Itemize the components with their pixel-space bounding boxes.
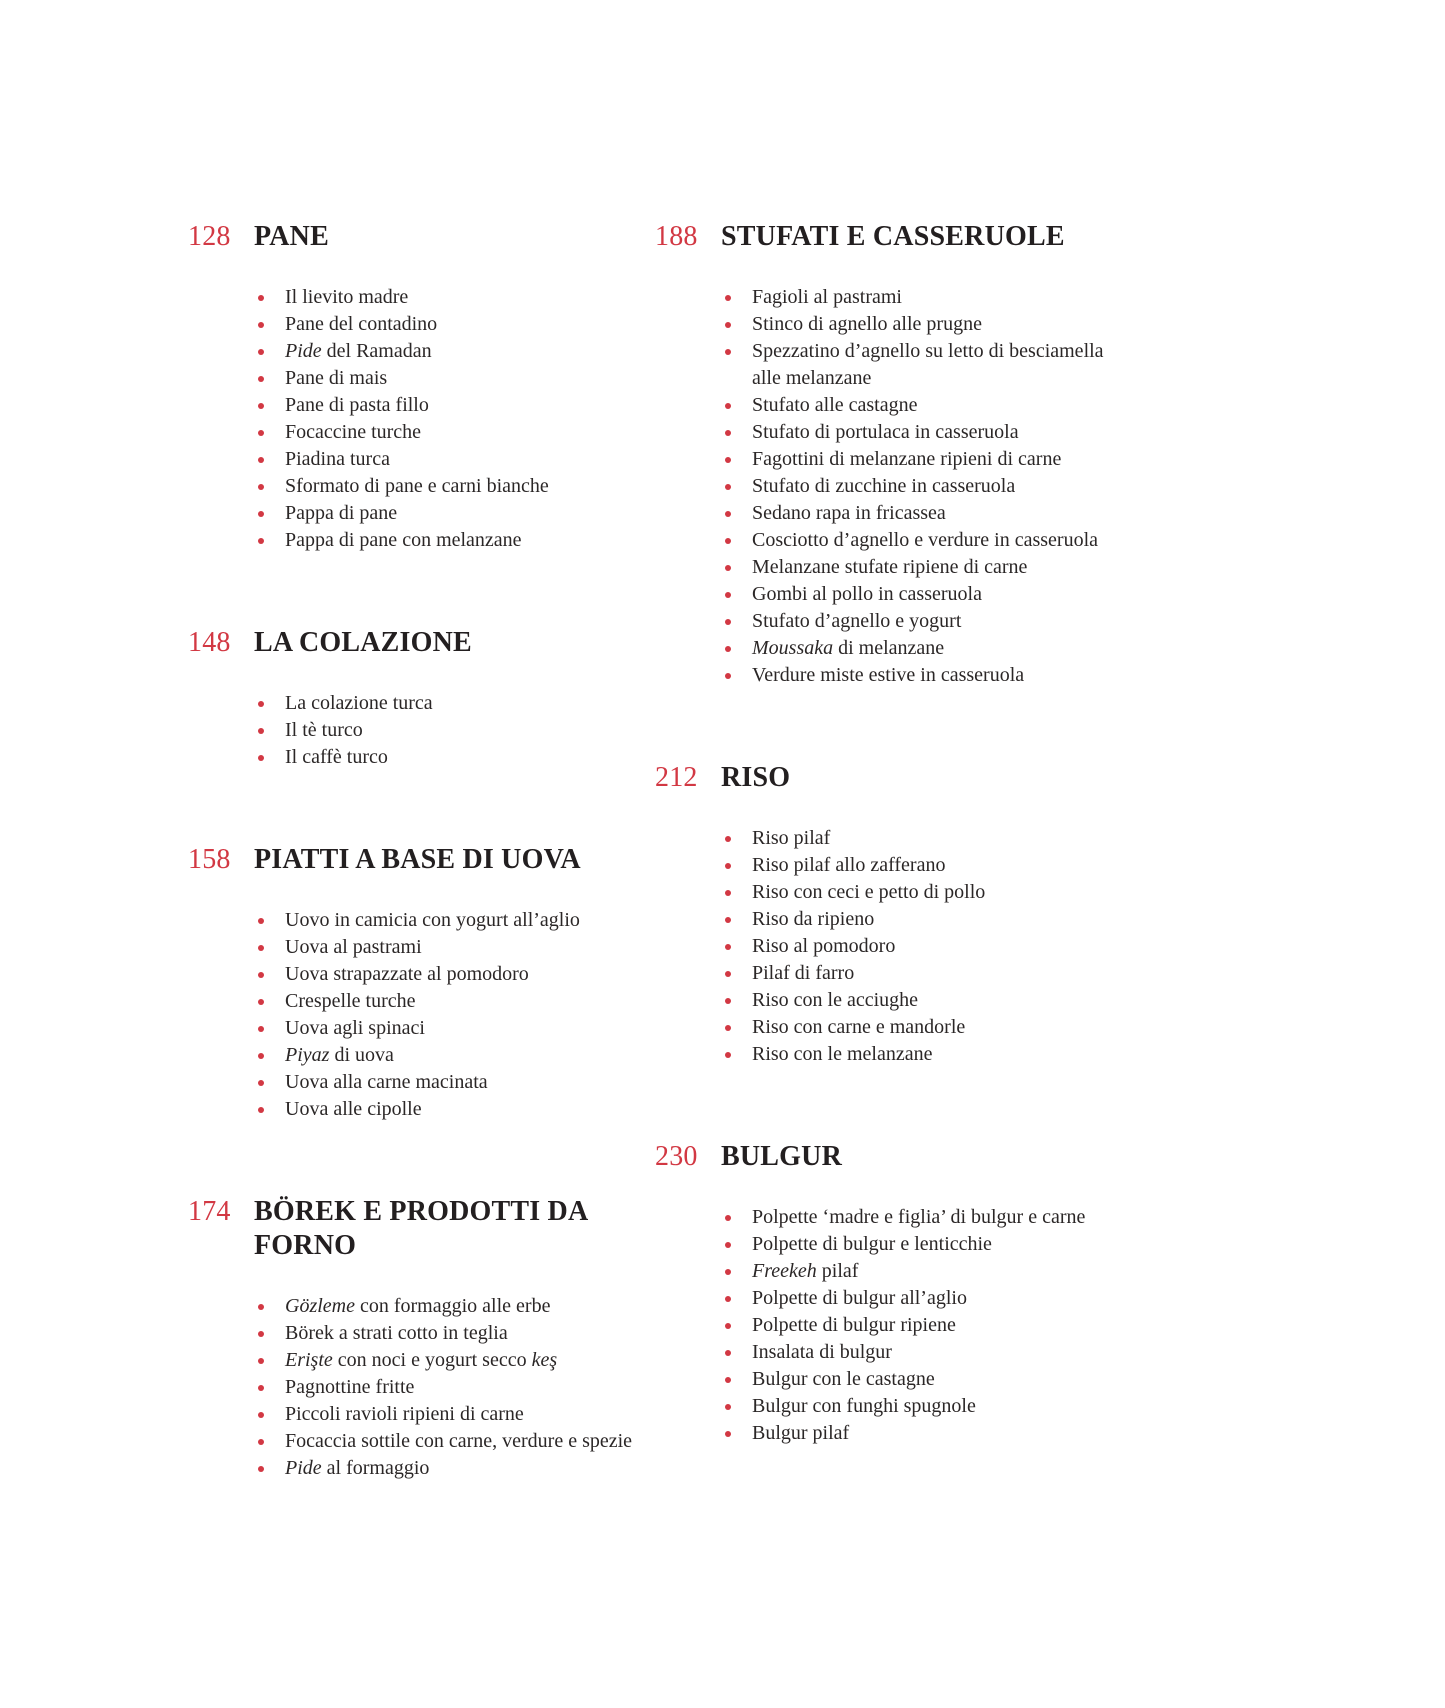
bullet-icon	[725, 890, 731, 896]
bullet-icon	[725, 538, 731, 544]
recipe-title-segment: Polpette di bulgur e lenticchie	[752, 1233, 992, 1255]
recipe-title	[752, 933, 1125, 960]
recipe-list-item	[258, 907, 655, 934]
recipe-list-item	[725, 446, 1125, 473]
bullet-icon	[258, 376, 264, 382]
recipe-title-segment-italic: Freekeh	[752, 1260, 817, 1282]
bullet-icon	[258, 457, 264, 463]
recipe-list-item	[725, 1258, 1125, 1285]
recipe-title-segment: Riso da ripieno	[752, 908, 875, 930]
bullet-icon	[725, 349, 731, 355]
bullet-icon	[725, 944, 731, 950]
bullet-icon	[725, 863, 731, 869]
recipe-title-segment: Sformato di pane e carni bianche	[285, 475, 549, 497]
bullet-icon	[258, 430, 264, 436]
section-title: BULGUR	[721, 1141, 842, 1172]
recipe-title	[752, 500, 1125, 527]
recipe-list	[188, 690, 655, 771]
recipe-title-segment: Il caffè turco	[285, 746, 388, 768]
recipe-title-segment: Polpette di bulgur all’aglio	[752, 1287, 967, 1309]
recipe-list	[188, 284, 655, 554]
bullet-icon	[725, 1350, 731, 1356]
recipe-title	[752, 662, 1125, 689]
recipe-title-segment: Piccoli ravioli ripieni di carne	[285, 1403, 524, 1425]
recipe-title-segment: Pappa di pane con melanzane	[285, 529, 522, 551]
recipe-title-segment: Uova agli spinaci	[285, 1017, 425, 1039]
recipe-title-segment: Pappa di pane	[285, 502, 398, 524]
bullet-icon	[258, 295, 264, 301]
recipe-title	[285, 1374, 655, 1401]
recipe-list-item	[725, 419, 1125, 446]
recipe-list-item	[725, 527, 1125, 554]
recipe-title	[752, 392, 1125, 419]
recipe-list-item	[258, 1293, 655, 1320]
recipe-title-segment: Gombi al pollo in casseruola	[752, 583, 982, 605]
recipe-title	[285, 419, 655, 446]
recipe-title	[285, 1455, 655, 1482]
section-heading	[188, 843, 655, 877]
recipe-title-segment: Riso con ceci e petto di pollo	[752, 881, 986, 903]
recipe-title-segment: Fagioli al pastrami	[752, 286, 902, 308]
recipe-title-segment: Polpette di bulgur ripiene	[752, 1314, 956, 1336]
recipe-title-segment: Verdure miste estive in casseruola	[752, 664, 1025, 686]
recipe-title-segment: Pane di mais	[285, 367, 388, 389]
recipe-title-segment: con noci e yogurt secco	[332, 1349, 532, 1371]
section-page-number: 230	[655, 1141, 698, 1172]
recipe-list	[655, 825, 1125, 1068]
section-page-number: 128	[188, 221, 231, 252]
recipe-title-segment: Stufato d’agnello e yogurt	[752, 610, 962, 632]
bullet-icon	[258, 945, 264, 951]
recipe-title-segment: del Ramadan	[321, 340, 432, 362]
bullet-icon	[258, 1412, 264, 1418]
recipe-list-item	[258, 500, 655, 527]
recipe-list-item	[725, 906, 1125, 933]
bullet-icon	[725, 457, 731, 463]
recipe-title-segment-italic: Pide	[285, 340, 322, 362]
recipe-title	[752, 906, 1125, 933]
recipe-list-item	[258, 934, 655, 961]
recipe-list-item	[258, 1096, 655, 1123]
bullet-icon	[258, 1053, 264, 1059]
recipe-title-segment: Pane del contadino	[285, 313, 438, 335]
recipe-title-segment: Spezzatino d’agnello su letto di besciamella alle melanzane	[752, 340, 1104, 389]
recipe-title	[285, 311, 655, 338]
recipe-title	[285, 446, 655, 473]
recipe-list-item	[258, 1347, 655, 1374]
recipe-list	[188, 907, 655, 1123]
recipe-list-item	[258, 1374, 655, 1401]
bullet-icon	[258, 1331, 264, 1337]
bullet-icon	[258, 1107, 264, 1113]
bullet-icon	[725, 1269, 731, 1275]
recipe-title	[285, 1428, 655, 1455]
recipe-title-segment: La colazione turca	[285, 692, 433, 714]
bullet-icon	[725, 971, 731, 977]
recipe-list-item	[258, 961, 655, 988]
recipe-list	[188, 1293, 655, 1482]
toc-column-right	[655, 220, 1125, 1554]
recipe-title	[285, 961, 655, 988]
recipe-title	[752, 1420, 1125, 1447]
recipe-title	[285, 717, 655, 744]
recipe-title-segment: al formaggio	[321, 1457, 430, 1479]
bullet-icon	[258, 349, 264, 355]
recipe-title-segment: Riso con le melanzane	[752, 1043, 933, 1065]
recipe-title-segment: Bulgur con funghi spugnole	[752, 1395, 976, 1417]
section-title: STUFATI E CASSERUOLE	[721, 221, 1065, 252]
recipe-list-item	[725, 338, 1125, 392]
recipe-list-item	[258, 1015, 655, 1042]
bullet-icon	[725, 403, 731, 409]
recipe-title-segment: Uova alle cipolle	[285, 1098, 422, 1120]
bullet-icon	[258, 484, 264, 490]
recipe-title	[285, 338, 655, 365]
recipe-title	[285, 744, 655, 771]
bullet-icon	[725, 1377, 731, 1383]
bullet-icon	[725, 1025, 731, 1031]
recipe-title	[285, 1069, 655, 1096]
bullet-icon	[725, 322, 731, 328]
bullet-icon	[725, 592, 731, 598]
bullet-icon	[725, 836, 731, 842]
toc-column-left	[188, 220, 655, 1554]
recipe-list-item	[258, 365, 655, 392]
recipe-title	[752, 1339, 1125, 1366]
recipe-title-segment: Uovo in camicia con yogurt all’aglio	[285, 909, 580, 931]
toc-section	[188, 843, 655, 1123]
bullet-icon	[258, 1026, 264, 1032]
recipe-title-segment: Sedano rapa in fricassea	[752, 502, 946, 524]
recipe-title	[752, 825, 1125, 852]
section-title: LA COLAZIONE	[254, 627, 472, 658]
recipe-list-item	[725, 1420, 1125, 1447]
recipe-list-item	[725, 1393, 1125, 1420]
recipe-title-segment: Börek a strati cotto in teglia	[285, 1322, 508, 1344]
section-heading	[655, 220, 1125, 254]
recipe-list-item	[258, 419, 655, 446]
recipe-list-item	[725, 1204, 1125, 1231]
recipe-title-segment: Il lievito madre	[285, 286, 409, 308]
bullet-icon	[258, 972, 264, 978]
bullet-icon	[725, 484, 731, 490]
recipe-list-item	[258, 690, 655, 717]
recipe-title	[752, 1014, 1125, 1041]
toc-section	[188, 626, 655, 771]
recipe-list-item	[725, 852, 1125, 879]
recipe-title-segment: Riso al pomodoro	[752, 935, 896, 957]
recipe-title-segment-italic: keş	[531, 1349, 558, 1371]
recipe-title-segment-italic: Moussaka	[752, 637, 834, 659]
recipe-list-item	[725, 608, 1125, 635]
bullet-icon	[258, 1080, 264, 1086]
recipe-title	[285, 690, 655, 717]
recipe-title	[285, 1401, 655, 1428]
toc-section	[655, 761, 1125, 1068]
recipe-title-segment: pilaf	[816, 1260, 859, 1282]
recipe-list-item	[258, 527, 655, 554]
toc-section	[655, 1140, 1125, 1447]
recipe-list-item	[725, 879, 1125, 906]
recipe-title-segment-italic: Piyaz	[285, 1044, 330, 1066]
recipe-title-segment: Bulgur pilaf	[752, 1422, 850, 1444]
recipe-list-item	[725, 1366, 1125, 1393]
bullet-icon	[258, 403, 264, 409]
bullet-icon	[725, 619, 731, 625]
toc-section	[188, 1195, 655, 1482]
recipe-title	[752, 987, 1125, 1014]
recipe-list-item	[258, 988, 655, 1015]
recipe-title	[285, 934, 655, 961]
bullet-icon	[725, 1323, 731, 1329]
recipe-title-segment: Riso con le acciughe	[752, 989, 919, 1011]
recipe-title-segment: Pilaf di farro	[752, 962, 855, 984]
recipe-title	[752, 879, 1125, 906]
section-heading	[188, 220, 655, 254]
section-heading	[188, 1195, 655, 1263]
recipe-list-item	[725, 635, 1125, 662]
recipe-title	[285, 1042, 655, 1069]
recipe-title-segment-italic: Gözleme	[285, 1295, 355, 1317]
section-page-number: 212	[655, 762, 698, 793]
recipe-list-item	[258, 1428, 655, 1455]
recipe-list-item	[725, 554, 1125, 581]
section-page-number: 188	[655, 221, 698, 252]
section-title: PANE	[254, 221, 329, 252]
recipe-list-item	[725, 581, 1125, 608]
recipe-list-item	[258, 744, 655, 771]
recipe-title	[285, 392, 655, 419]
recipe-title-segment: Melanzane stufate ripiene di carne	[752, 556, 1028, 578]
recipe-list-item	[725, 500, 1125, 527]
bullet-icon	[258, 999, 264, 1005]
bullet-icon	[258, 1466, 264, 1472]
bullet-icon	[258, 538, 264, 544]
bullet-icon	[725, 917, 731, 923]
toc-section	[655, 220, 1125, 689]
bullet-icon	[725, 646, 731, 652]
recipe-list-item	[725, 1339, 1125, 1366]
bullet-icon	[725, 295, 731, 301]
recipe-list-item	[725, 1285, 1125, 1312]
recipe-title-segment: Piadina turca	[285, 448, 390, 470]
recipe-title	[285, 1015, 655, 1042]
recipe-title-segment: di uova	[329, 1044, 394, 1066]
recipe-title	[752, 419, 1125, 446]
section-heading	[188, 626, 655, 660]
recipe-title-segment: Il tè turco	[285, 719, 363, 741]
recipe-list-item	[725, 473, 1125, 500]
recipe-title-segment: Polpette ‘madre e figlia’ di bulgur e carne	[752, 1206, 1086, 1228]
recipe-title	[752, 608, 1125, 635]
recipe-title-segment: Stufato di zucchine in casseruola	[752, 475, 1016, 497]
recipe-title-segment: Fagottini di melanzane ripieni di carne	[752, 448, 1062, 470]
recipe-title	[752, 338, 1125, 392]
recipe-title-segment: Focaccine turche	[285, 421, 422, 443]
recipe-title-segment: Riso pilaf allo zafferano	[752, 854, 946, 876]
recipe-title	[285, 365, 655, 392]
recipe-title	[285, 500, 655, 527]
recipe-title-segment: Riso con carne e mandorle	[752, 1016, 966, 1038]
section-page-number: 148	[188, 627, 231, 658]
recipe-title	[752, 1041, 1125, 1068]
recipe-list-item	[258, 338, 655, 365]
recipe-title-segment: con formaggio alle erbe	[354, 1295, 551, 1317]
recipe-list	[655, 284, 1125, 689]
section-heading	[655, 1140, 1125, 1174]
recipe-list-item	[258, 473, 655, 500]
bullet-icon	[725, 1296, 731, 1302]
recipe-list-item	[258, 1042, 655, 1069]
bullet-icon	[258, 1439, 264, 1445]
recipe-title	[285, 907, 655, 934]
bullet-icon	[258, 322, 264, 328]
bullet-icon	[258, 1304, 264, 1310]
recipe-title-segment: Uova strapazzate al pomodoro	[285, 963, 529, 985]
recipe-title-segment-italic: Pide	[285, 1457, 322, 1479]
recipe-list-item	[725, 987, 1125, 1014]
recipe-title-segment: Crespelle turche	[285, 990, 416, 1012]
recipe-list-item	[725, 392, 1125, 419]
recipe-title	[285, 473, 655, 500]
recipe-list-item	[258, 284, 655, 311]
recipe-title	[285, 1320, 655, 1347]
recipe-title	[752, 284, 1125, 311]
recipe-list-item	[725, 933, 1125, 960]
recipe-title	[752, 960, 1125, 987]
recipe-title-segment: Stufato di portulaca in casseruola	[752, 421, 1019, 443]
bullet-icon	[258, 918, 264, 924]
bullet-icon	[725, 1242, 731, 1248]
recipe-list-item	[725, 662, 1125, 689]
recipe-list-item	[725, 825, 1125, 852]
recipe-title-segment-italic: Erişte	[285, 1349, 333, 1371]
recipe-title	[752, 1285, 1125, 1312]
bullet-icon	[258, 511, 264, 517]
bullet-icon	[725, 1431, 731, 1437]
recipe-title-segment: Cosciotto d’agnello e verdure in casseruola	[752, 529, 1098, 551]
recipe-list-item	[725, 960, 1125, 987]
section-heading	[655, 761, 1125, 795]
recipe-list-item	[258, 1320, 655, 1347]
recipe-title-segment: Riso pilaf	[752, 827, 831, 849]
section-page-number: 174	[188, 1196, 231, 1227]
bullet-icon	[258, 755, 264, 761]
recipe-title-segment: Pagnottine fritte	[285, 1376, 415, 1398]
section-title: BÖREK E PRODOTTI DA FORNO	[254, 1196, 587, 1261]
recipe-list-item	[725, 1312, 1125, 1339]
recipe-title	[752, 1366, 1125, 1393]
recipe-list-item	[258, 392, 655, 419]
recipe-title-segment: Insalata di bulgur	[752, 1341, 892, 1363]
recipe-title-segment: Uova al pastrami	[285, 936, 422, 958]
bullet-icon	[258, 1385, 264, 1391]
recipe-title-segment: Uova alla carne macinata	[285, 1071, 488, 1093]
recipe-title-segment: Bulgur con le castagne	[752, 1368, 935, 1390]
recipe-title	[752, 554, 1125, 581]
recipe-list	[655, 1204, 1125, 1447]
bullet-icon	[725, 565, 731, 571]
bullet-icon	[725, 673, 731, 679]
bullet-icon	[725, 1052, 731, 1058]
recipe-title	[752, 311, 1125, 338]
recipe-title	[285, 1347, 655, 1374]
recipe-title-segment: Focaccia sottile con carne, verdure e spezie	[285, 1430, 633, 1452]
recipe-title-segment: Stufato alle castagne	[752, 394, 918, 416]
toc-section	[188, 220, 655, 554]
recipe-list-item	[725, 311, 1125, 338]
recipe-title	[752, 581, 1125, 608]
bullet-icon	[725, 511, 731, 517]
recipe-list-item	[258, 446, 655, 473]
recipe-title	[752, 1258, 1125, 1285]
recipe-title	[285, 988, 655, 1015]
recipe-title-segment: Pane di pasta fillo	[285, 394, 429, 416]
recipe-title	[285, 1096, 655, 1123]
bullet-icon	[725, 1215, 731, 1221]
section-title: RISO	[721, 762, 791, 793]
recipe-list-item	[258, 717, 655, 744]
recipe-list-item	[258, 1069, 655, 1096]
recipe-list-item	[725, 1231, 1125, 1258]
recipe-title	[752, 1204, 1125, 1231]
recipe-list-item	[258, 311, 655, 338]
recipe-list-item	[725, 1014, 1125, 1041]
recipe-title	[752, 635, 1125, 662]
recipe-list-item	[258, 1401, 655, 1428]
recipe-title	[285, 1293, 655, 1320]
section-page-number: 158	[188, 844, 231, 875]
recipe-title-segment: di melanzane	[833, 637, 945, 659]
recipe-title-segment: Stinco di agnello alle prugne	[752, 313, 982, 335]
section-title: PIATTI A BASE DI UOVA	[254, 844, 581, 875]
recipe-title	[752, 1312, 1125, 1339]
recipe-title	[752, 1231, 1125, 1258]
bullet-icon	[258, 1358, 264, 1364]
recipe-title	[752, 473, 1125, 500]
recipe-list-item	[725, 284, 1125, 311]
bullet-icon	[258, 728, 264, 734]
recipe-list-item	[725, 1041, 1125, 1068]
bullet-icon	[725, 1404, 731, 1410]
bullet-icon	[725, 998, 731, 1004]
bullet-icon	[258, 701, 264, 707]
recipe-title	[285, 284, 655, 311]
bullet-icon	[725, 430, 731, 436]
recipe-title	[752, 1393, 1125, 1420]
recipe-title	[285, 527, 655, 554]
recipe-title	[752, 527, 1125, 554]
recipe-title	[752, 852, 1125, 879]
recipe-title	[752, 446, 1125, 473]
recipe-list-item	[258, 1455, 655, 1482]
